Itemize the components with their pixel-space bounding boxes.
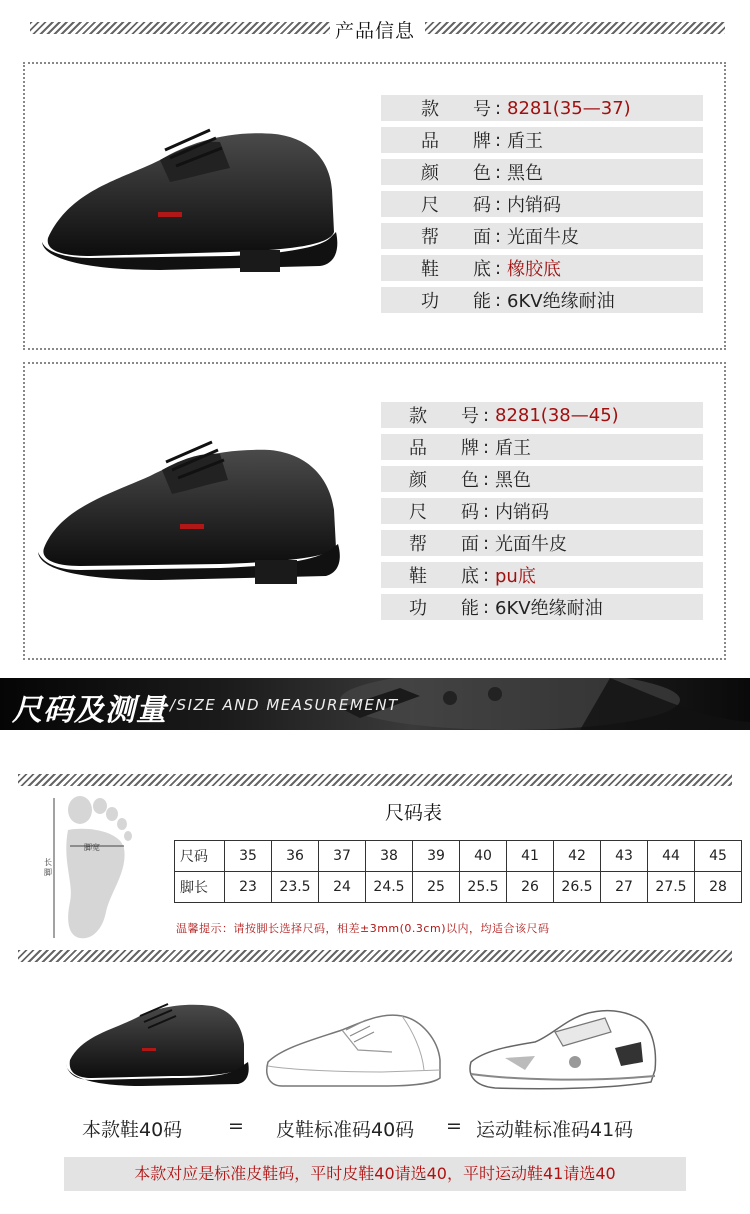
size-cell: 36 <box>272 841 319 872</box>
size-cell: 41 <box>507 841 554 872</box>
length-cell: 23.5 <box>272 872 319 903</box>
length-cell: 26.5 <box>554 872 601 903</box>
size-cell: 42 <box>554 841 601 872</box>
spec-row: 品 牌 : 盾王 <box>381 434 703 460</box>
this-shoe-image <box>62 996 252 1096</box>
shoe-image-1 <box>30 120 350 290</box>
spec-row: 款 号 : 8281(38—45) <box>381 402 703 428</box>
spec-row: 款 号 : 8281(35—37) <box>381 95 703 121</box>
size-cell: 45 <box>695 841 742 872</box>
size-table-title: 尺码表 <box>385 802 443 824</box>
spec-row: 鞋 底 : 橡胶底 <box>381 255 703 281</box>
size-cell: 40 <box>460 841 507 872</box>
length-cell: 25.5 <box>460 872 507 903</box>
size-measurement-banner <box>0 678 750 730</box>
equals-sign-1: = <box>228 1115 244 1137</box>
length-cell: 23 <box>225 872 272 903</box>
spec-row: 品 牌 : 盾王 <box>381 127 703 153</box>
spec-row: 颜 色 : 黑色 <box>381 466 703 492</box>
size-table <box>174 840 742 903</box>
spec-row: 功 能 : 6KV绝缘耐油 <box>381 287 703 313</box>
leather-shoe-size-label: 皮鞋标准码40码 <box>276 1119 415 1141</box>
foot-width-label: 脚宽 <box>84 843 100 852</box>
spec-row: 鞋 底 : pu底 <box>381 562 703 588</box>
foot-length-label: 长脚 <box>44 858 52 877</box>
size-cell: 39 <box>413 841 460 872</box>
length-cell: 24 <box>319 872 366 903</box>
spec-row: 尺 码 : 内销码 <box>381 191 703 217</box>
size-cell: 43 <box>601 841 648 872</box>
length-cell: 26 <box>507 872 554 903</box>
equals-sign-2: = <box>446 1115 462 1137</box>
banner-title-cn: 尺码及测量 <box>12 693 167 728</box>
spec-table-1 <box>381 95 703 319</box>
spec-table-2 <box>381 402 703 626</box>
size-cell: 38 <box>366 841 413 872</box>
length-cell: 25 <box>413 872 460 903</box>
size-tip: 温馨提示：请按脚长选择尺码，相差±3mm(0.3cm)以内，均适合该尺码 <box>176 922 550 935</box>
length-cell: 28 <box>695 872 742 903</box>
length-row <box>175 872 742 903</box>
sports-shoe-outline-image <box>465 996 665 1101</box>
size-cell: 35 <box>225 841 272 872</box>
shoe-image-2 <box>30 420 350 595</box>
size-row <box>175 841 742 872</box>
length-cell: 24.5 <box>366 872 413 903</box>
length-row-label: 脚长 <box>175 872 225 903</box>
length-cell: 27.5 <box>648 872 695 903</box>
sports-shoe-size-label: 运动鞋标准码41码 <box>476 1119 634 1141</box>
spec-row: 帮 面 : 光面牛皮 <box>381 530 703 556</box>
foot-outline-icon <box>40 792 140 942</box>
size-row-label: 尺码 <box>175 841 225 872</box>
size-hatch-top <box>18 774 732 786</box>
size-note: 本款对应是标准皮鞋码，平时皮鞋40请选40，平时运动鞋41请选40 <box>134 1164 616 1183</box>
this-shoe-size-label: 本款鞋40码 <box>82 1119 183 1141</box>
length-cell: 27 <box>601 872 648 903</box>
section-title: 产品信息 <box>334 20 415 42</box>
size-cell: 37 <box>319 841 366 872</box>
spec-row: 颜 色 : 黑色 <box>381 159 703 185</box>
leather-shoe-outline-image <box>262 1000 447 1100</box>
spec-row: 帮 面 : 光面牛皮 <box>381 223 703 249</box>
banner-title-en: /SIZE AND MEASUREMENT <box>170 696 399 714</box>
spec-row: 尺 码 : 内销码 <box>381 498 703 524</box>
spec-row: 功 能 : 6KV绝缘耐油 <box>381 594 703 620</box>
size-cell: 44 <box>648 841 695 872</box>
size-hatch-bottom <box>18 950 732 962</box>
